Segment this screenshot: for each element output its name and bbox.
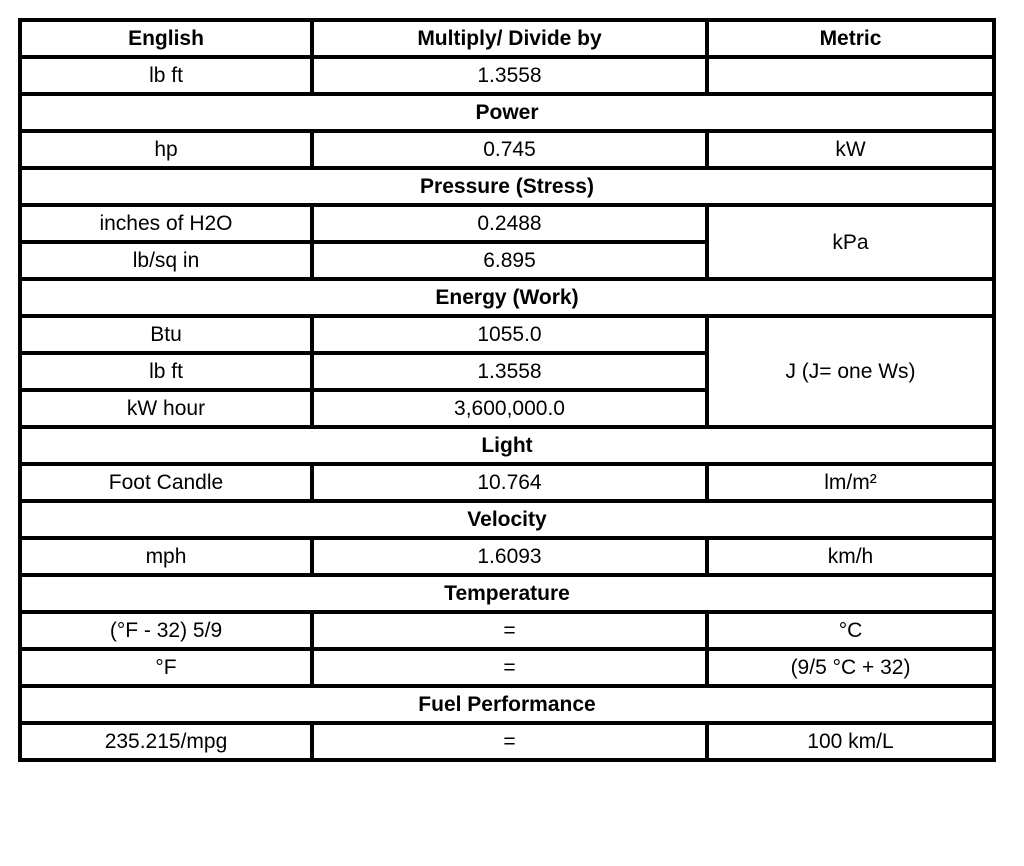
section-row-light [20, 427, 994, 464]
metric-cell: lm/m² [707, 464, 994, 501]
metric-cell [707, 57, 994, 94]
factor-cell: = [312, 612, 707, 649]
factor-cell: = [312, 723, 707, 760]
section-row-temperature [20, 575, 994, 612]
table-row [20, 723, 994, 760]
table-row [20, 131, 994, 168]
factor-cell: 6.895 [312, 242, 707, 279]
english-cell: mph [20, 538, 312, 575]
factor-cell: = [312, 649, 707, 686]
table-row [20, 57, 994, 94]
english-cell: lb/sq in [20, 242, 312, 279]
metric-cell: (9/5 °C + 32) [707, 649, 994, 686]
header-row [20, 20, 994, 57]
table-row [20, 649, 994, 686]
factor-cell: 3,600,000.0 [312, 390, 707, 427]
factor-cell: 1055.0 [312, 316, 707, 353]
factor-cell: 0.2488 [312, 205, 707, 242]
english-cell: lb ft [20, 353, 312, 390]
section-title: Light [20, 427, 994, 464]
english-cell: lb ft [20, 57, 312, 94]
table-row [20, 464, 994, 501]
metric-cell: kW [707, 131, 994, 168]
section-title: Power [20, 94, 994, 131]
metric-cell: J (J= one Ws) [707, 316, 994, 427]
english-cell: Foot Candle [20, 464, 312, 501]
factor-cell: 10.764 [312, 464, 707, 501]
metric-cell: kPa [707, 205, 994, 279]
section-title: Energy (Work) [20, 279, 994, 316]
factor-cell: 1.6093 [312, 538, 707, 575]
table-row [20, 612, 994, 649]
section-row-fuel [20, 686, 994, 723]
section-title: Fuel Performance [20, 686, 994, 723]
factor-cell: 0.745 [312, 131, 707, 168]
english-cell: kW hour [20, 390, 312, 427]
english-cell: Btu [20, 316, 312, 353]
english-cell: inches of H2O [20, 205, 312, 242]
table-row [20, 316, 994, 353]
metric-cell: km/h [707, 538, 994, 575]
english-cell: (°F - 32) 5/9 [20, 612, 312, 649]
table-row [20, 205, 994, 242]
section-row-power [20, 94, 994, 131]
english-cell: 235.215/mpg [20, 723, 312, 760]
unit-conversion-table [18, 18, 996, 762]
section-row-energy [20, 279, 994, 316]
table-row [20, 538, 994, 575]
section-title: Velocity [20, 501, 994, 538]
metric-cell: 100 km/L [707, 723, 994, 760]
english-cell: hp [20, 131, 312, 168]
header-factor: Multiply/ Divide by [312, 20, 707, 57]
section-row-pressure [20, 168, 994, 205]
header-metric: Metric [707, 20, 994, 57]
section-title: Temperature [20, 575, 994, 612]
factor-cell: 1.3558 [312, 57, 707, 94]
english-cell: °F [20, 649, 312, 686]
section-title: Pressure (Stress) [20, 168, 994, 205]
factor-cell: 1.3558 [312, 353, 707, 390]
header-english: English [20, 20, 312, 57]
section-row-velocity [20, 501, 994, 538]
metric-cell: °C [707, 612, 994, 649]
